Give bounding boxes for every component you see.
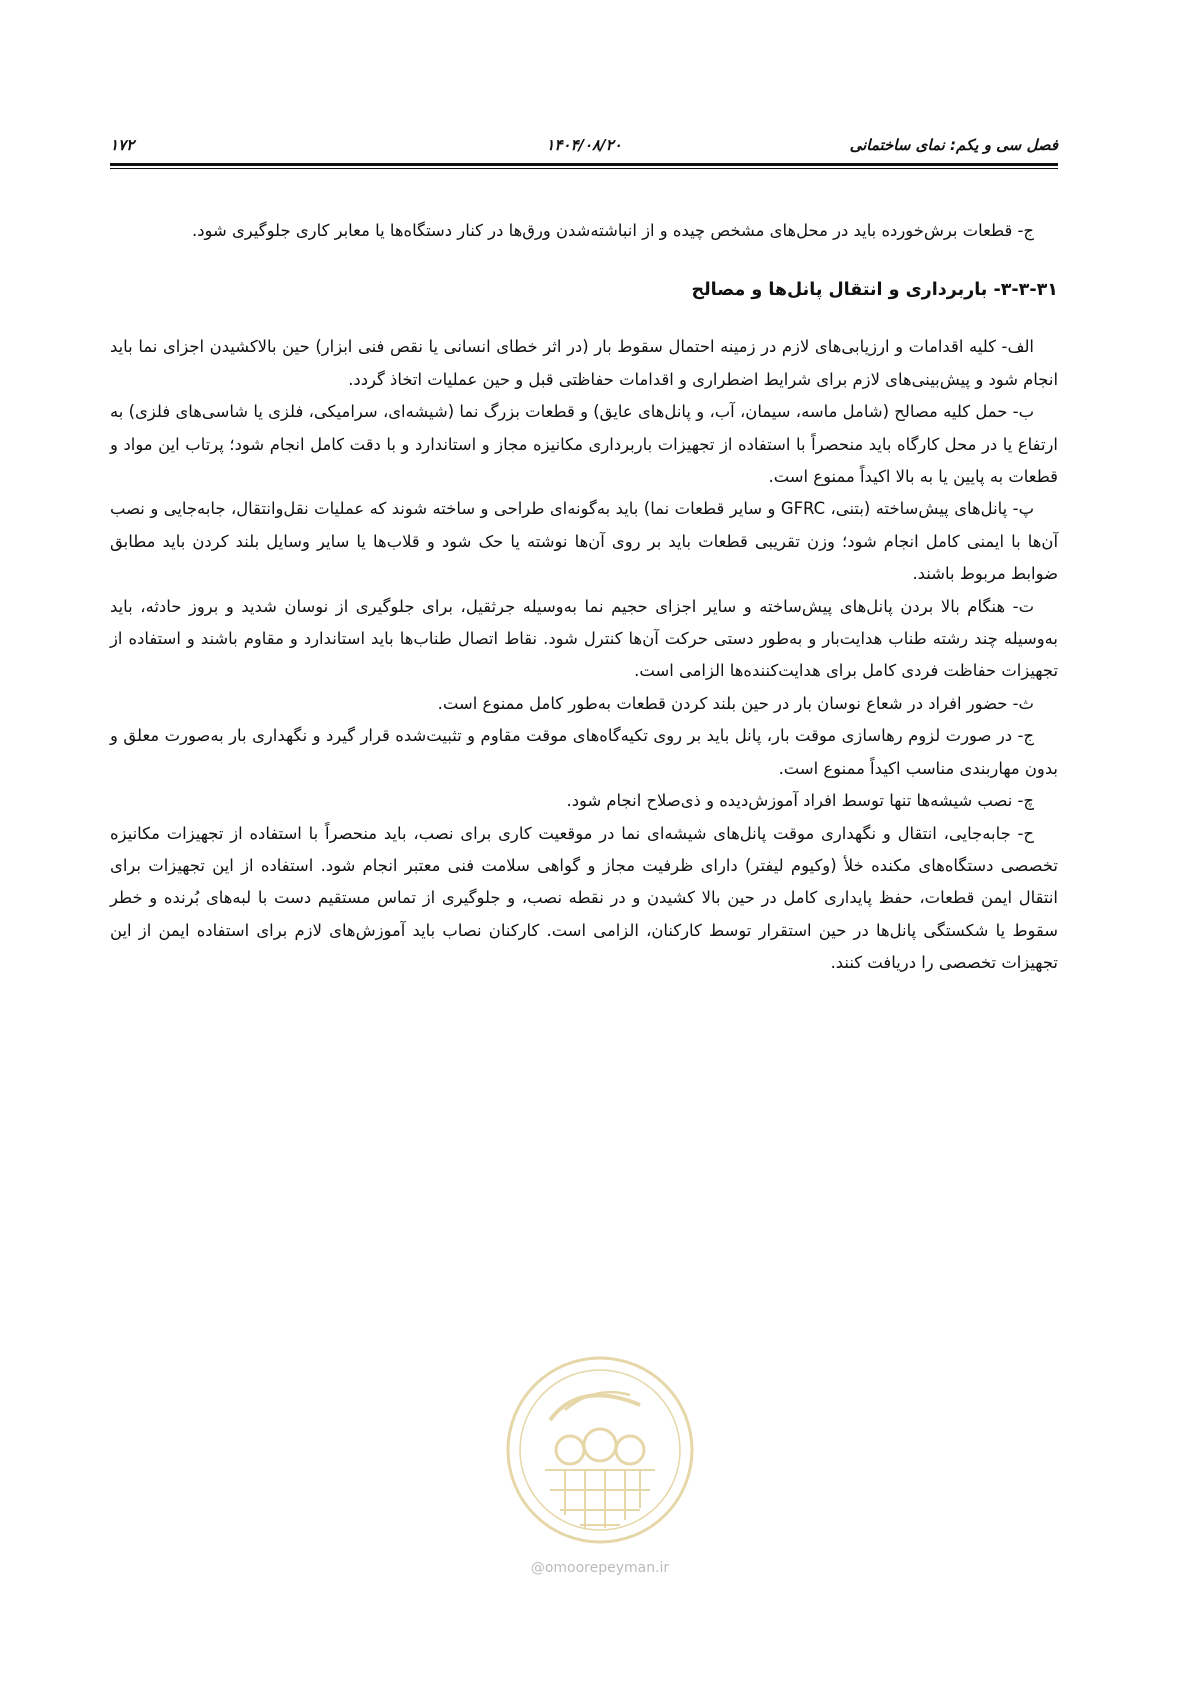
paragraph-jim: ج- در صورت لزوم رهاسازی موقت بار، پانل باید بر روی تکیه‌گاه‌های موقت مقاوم و تثبیت‌شده قرار گیرد و نگهداری بار به‌صورت معلق و بدون مهاربندی مناسب اکیداً ممنوع است.	[110, 726, 1058, 778]
header-rule-thin	[110, 168, 1058, 169]
header-date: ۱۴۰۴/۰۸/۲۰	[546, 136, 622, 154]
paragraph-alef: الف- کلیه اقدامات و ارزیابی‌های لازم در زمینه احتمال سقوط بار (در اثر خطای انسانی یا نقص فنی ابزار) حین بالاکشیدن اجزای نما باید انجام شود و پیش‌بینی‌های لازم برای شرایط اضطراری و اقدامات حفاظتی قبل و حین عملیات اتخاذ گردد.	[110, 337, 1058, 389]
paragraph-he: ح- جابه‌جایی، انتقال و نگهداری موقت پانل‌های شیشه‌ای نما در موقعیت کاری برای نصب، باید منحصراً با استفاده از تجهیزات مکانیزه تخصصی دستگاه‌های مکنده خلأ (وکیوم لیفتر) دارای ظرفیت مجاز و گواهی سلامت فنی معتبر انجام شود. استفاده از این تجهیزات برای انتقال ایمن قطعات، حفظ پایداری کامل در حین بالا کشیدن و در نقطه نصب، و جلوگیری از تماس مستقیم دست با لبه‌های بُرنده و خطر سقوط یا شکستگی پانل‌ها در حین استقرار توسط کارکنان، الزامی است. کارکنان نصاب باید آموزش‌های لازم برای استفاده ایمن از این تجهیزات تخصصی را دریافت کنند.	[110, 823, 1058, 973]
header-rule-thick	[110, 163, 1058, 166]
chapter-title: فصل سی و یکم: نمای ساختمانی	[849, 136, 1058, 154]
paragraph-pe: پ- پانل‌های پیش‌ساخته (بتنی، GFRC و سایر قطعات نما) باید به‌گونه‌ای طراحی و ساخته شوند که عملیات نقل‌وانتقال، جابه‌جایی و نصب آن‌ها با ایمنی کامل انجام شود؛ وزن تقریبی قطعات باید بر روی آن‌ها نوشته یا حک شود و قلاب‌ها یا سایر وسایل بلند کردن باید مطابق ضوابط مربوط باشند.	[110, 499, 1058, 584]
paragraph-che: چ- نصب شیشه‌ها تنها توسط افراد آموزش‌دیده و ذی‌صلاح انجام شود.	[566, 791, 1034, 811]
paragraph-se: ث- حضور افراد در شعاع نوسان بار در حین بلند کردن قطعات به‌طور کامل ممنوع است.	[437, 693, 1034, 713]
seal-icon	[490, 1350, 710, 1555]
document-body	[110, 215, 1058, 980]
paragraph-intro: ج- قطعات برش‌خورده باید در محل‌های مشخص چیده و از انباشته‌شدن ورق‌ها در کنار دستگاه‌ها یا معابر کاری جلوگیری شود.	[192, 221, 1034, 240]
page-number: ۱۷۲	[110, 136, 135, 154]
paragraph-te: ت- هنگام بالا بردن پانل‌های پیش‌ساخته و سایر اجزای حجیم نما به‌وسیله جرثقیل، برای جلوگیری از نوسان شدید و بروز حادثه، باید به‌وسیله چند رشته طناب هدایت‌بار و به‌طور دستی حرکت آن‌ها کنترل شود. نقاط اتصال طناب‌ها باید استاندارد و مقاوم باشند و استفاده از تجهیزات حفاظت فردی کامل برای هدایت‌کننده‌ها الزامی است.	[110, 596, 1058, 681]
page-header	[110, 128, 1058, 168]
watermark-logo	[490, 1350, 710, 1590]
watermark-url: @omoorepeyman.ir	[530, 1560, 670, 1576]
section-heading: ۳-۳-۳۱- باربرداری و انتقال پانل‌ها و مصالح	[691, 280, 1058, 301]
paragraph-be: ب- حمل کلیه مصالح (شامل ماسه، سیمان، آب، و پانل‌های عایق) و قطعات بزرگ نما (شیشه‌ای، سرامیکی، فلزی یا شاسی‌های فلزی) به ارتفاع یا در محل کارگاه باید منحصراً با استفاده از تجهیزات باربرداری مکانیزه مجاز و استاندارد و با دقت کامل انجام شود؛ پرتاب این مواد و قطعات به پایین یا به بالا اکیداً ممنوع است.	[110, 402, 1058, 487]
